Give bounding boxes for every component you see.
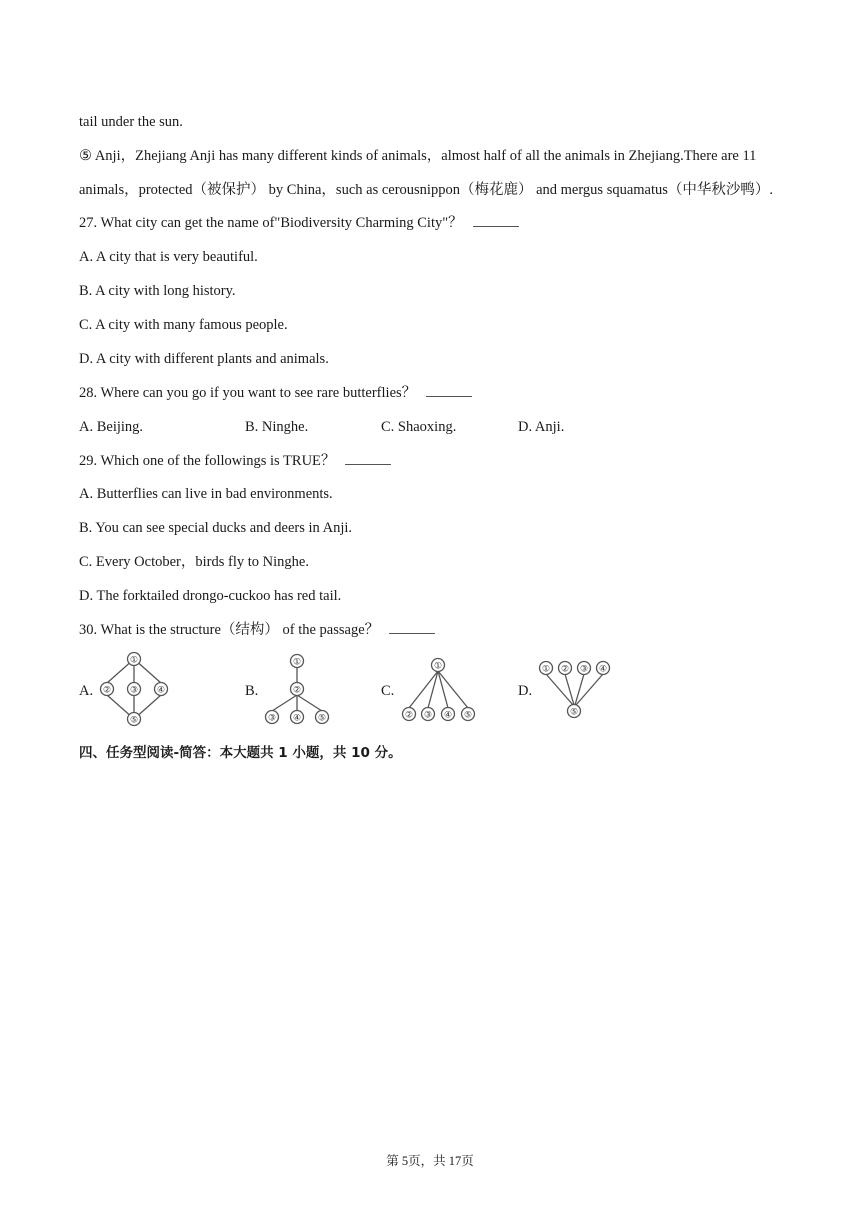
question-29-option-d: D. The forktailed drongo-cuckoo has red tail. bbox=[79, 588, 342, 604]
question-30-option-d-label: D. bbox=[518, 683, 533, 699]
question-30-stem bbox=[79, 621, 435, 639]
diagram-node-label: ④ bbox=[598, 664, 608, 675]
structure-diagram-b bbox=[260, 648, 336, 730]
question-28-option-b: B. Ninghe. bbox=[245, 419, 309, 435]
question-28-option-d: D. Anji. bbox=[518, 419, 565, 435]
question-27-option-c: C. A city with many famous people. bbox=[79, 317, 288, 333]
question-27-option-b: B. A city with long history. bbox=[79, 283, 236, 299]
passage-line-1: tail under the sun. bbox=[79, 114, 183, 130]
diagram-node-label: ① bbox=[433, 661, 443, 672]
diagram-node-label: ③ bbox=[423, 710, 433, 721]
diagram-node-label: ③ bbox=[579, 664, 589, 675]
question-29-option-a: A. Butterflies can live in bad environments. bbox=[79, 486, 333, 502]
question-29-option-c: C. Every October，birds fly to Ninghe. bbox=[79, 554, 309, 570]
question-27-option-d: D. A city with different plants and animals. bbox=[79, 351, 329, 367]
question-28-option-c: C. Shaoxing. bbox=[381, 419, 457, 435]
diagram-node-label: ① bbox=[541, 664, 551, 675]
passage-line-2: ⑤ Anji，Zhejiang Anji has many different kinds of animals，almost half of all the animals in Zhejiang.There are 11 bbox=[79, 148, 757, 164]
question-30-option-b-label: B. bbox=[245, 683, 259, 699]
question-stem-text: 30. What is the structure（结构） of the passage？ bbox=[79, 622, 380, 638]
diagram-node-label: ④ bbox=[156, 685, 166, 696]
diagram-node-label: ③ bbox=[129, 685, 139, 696]
question-28-stem bbox=[79, 384, 472, 402]
answer-blank bbox=[389, 621, 435, 634]
passage-line-3: animals，protected（被保护） by China，such as cerousnippon（梅花鹿） and mergus squamatus（中华秋沙鸭）. bbox=[79, 182, 774, 198]
diagram-node-label: ④ bbox=[443, 710, 453, 721]
question-27-option-a: A. A city that is very beautiful. bbox=[79, 249, 258, 265]
question-stem-text: 27. What city can get the name of"Biodiversity Charming City"？ bbox=[79, 215, 463, 231]
diagram-node-label: ④ bbox=[292, 713, 302, 724]
question-27-stem bbox=[79, 214, 519, 232]
diagram-node-label: ② bbox=[292, 685, 302, 696]
question-stem-text: 29. Which one of the followings is TRUE？ bbox=[79, 453, 336, 469]
structure-diagram-c bbox=[397, 652, 481, 728]
diagram-node-label: ⑤ bbox=[129, 715, 139, 726]
structure-diagram-d bbox=[534, 656, 616, 722]
diagram-node-label: ② bbox=[102, 685, 112, 696]
question-29-option-b: B. You can see special ducks and deers in Anji. bbox=[79, 520, 353, 536]
structure-diagram-a bbox=[96, 648, 176, 730]
page-footer: 第 5页，共 17页 bbox=[386, 1154, 474, 1168]
diagram-node-label: ③ bbox=[267, 713, 277, 724]
diagram-node-label: ② bbox=[404, 710, 414, 721]
answer-blank bbox=[473, 214, 519, 227]
question-29-stem bbox=[79, 452, 391, 470]
answer-blank bbox=[426, 384, 472, 397]
diagram-node-label: ② bbox=[560, 664, 570, 675]
question-30-option-c-label: C. bbox=[381, 683, 395, 699]
question-stem-text: 28. Where can you go if you want to see rare butterflies？ bbox=[79, 385, 417, 401]
diagram-node-label: ① bbox=[292, 657, 302, 668]
diagram-node-label: ① bbox=[129, 655, 139, 666]
diagram-node-label: ⑤ bbox=[317, 713, 327, 724]
diagram-node-label: ⑤ bbox=[463, 710, 473, 721]
question-28-option-a: A. Beijing. bbox=[79, 419, 144, 435]
diagram-node-label: ⑤ bbox=[569, 707, 579, 718]
answer-blank bbox=[345, 452, 391, 465]
section-heading: 四、任务型阅读-简答：本大题共 1 小题，共 10 分。 bbox=[79, 745, 402, 761]
question-30-option-a-label: A. bbox=[79, 683, 94, 699]
